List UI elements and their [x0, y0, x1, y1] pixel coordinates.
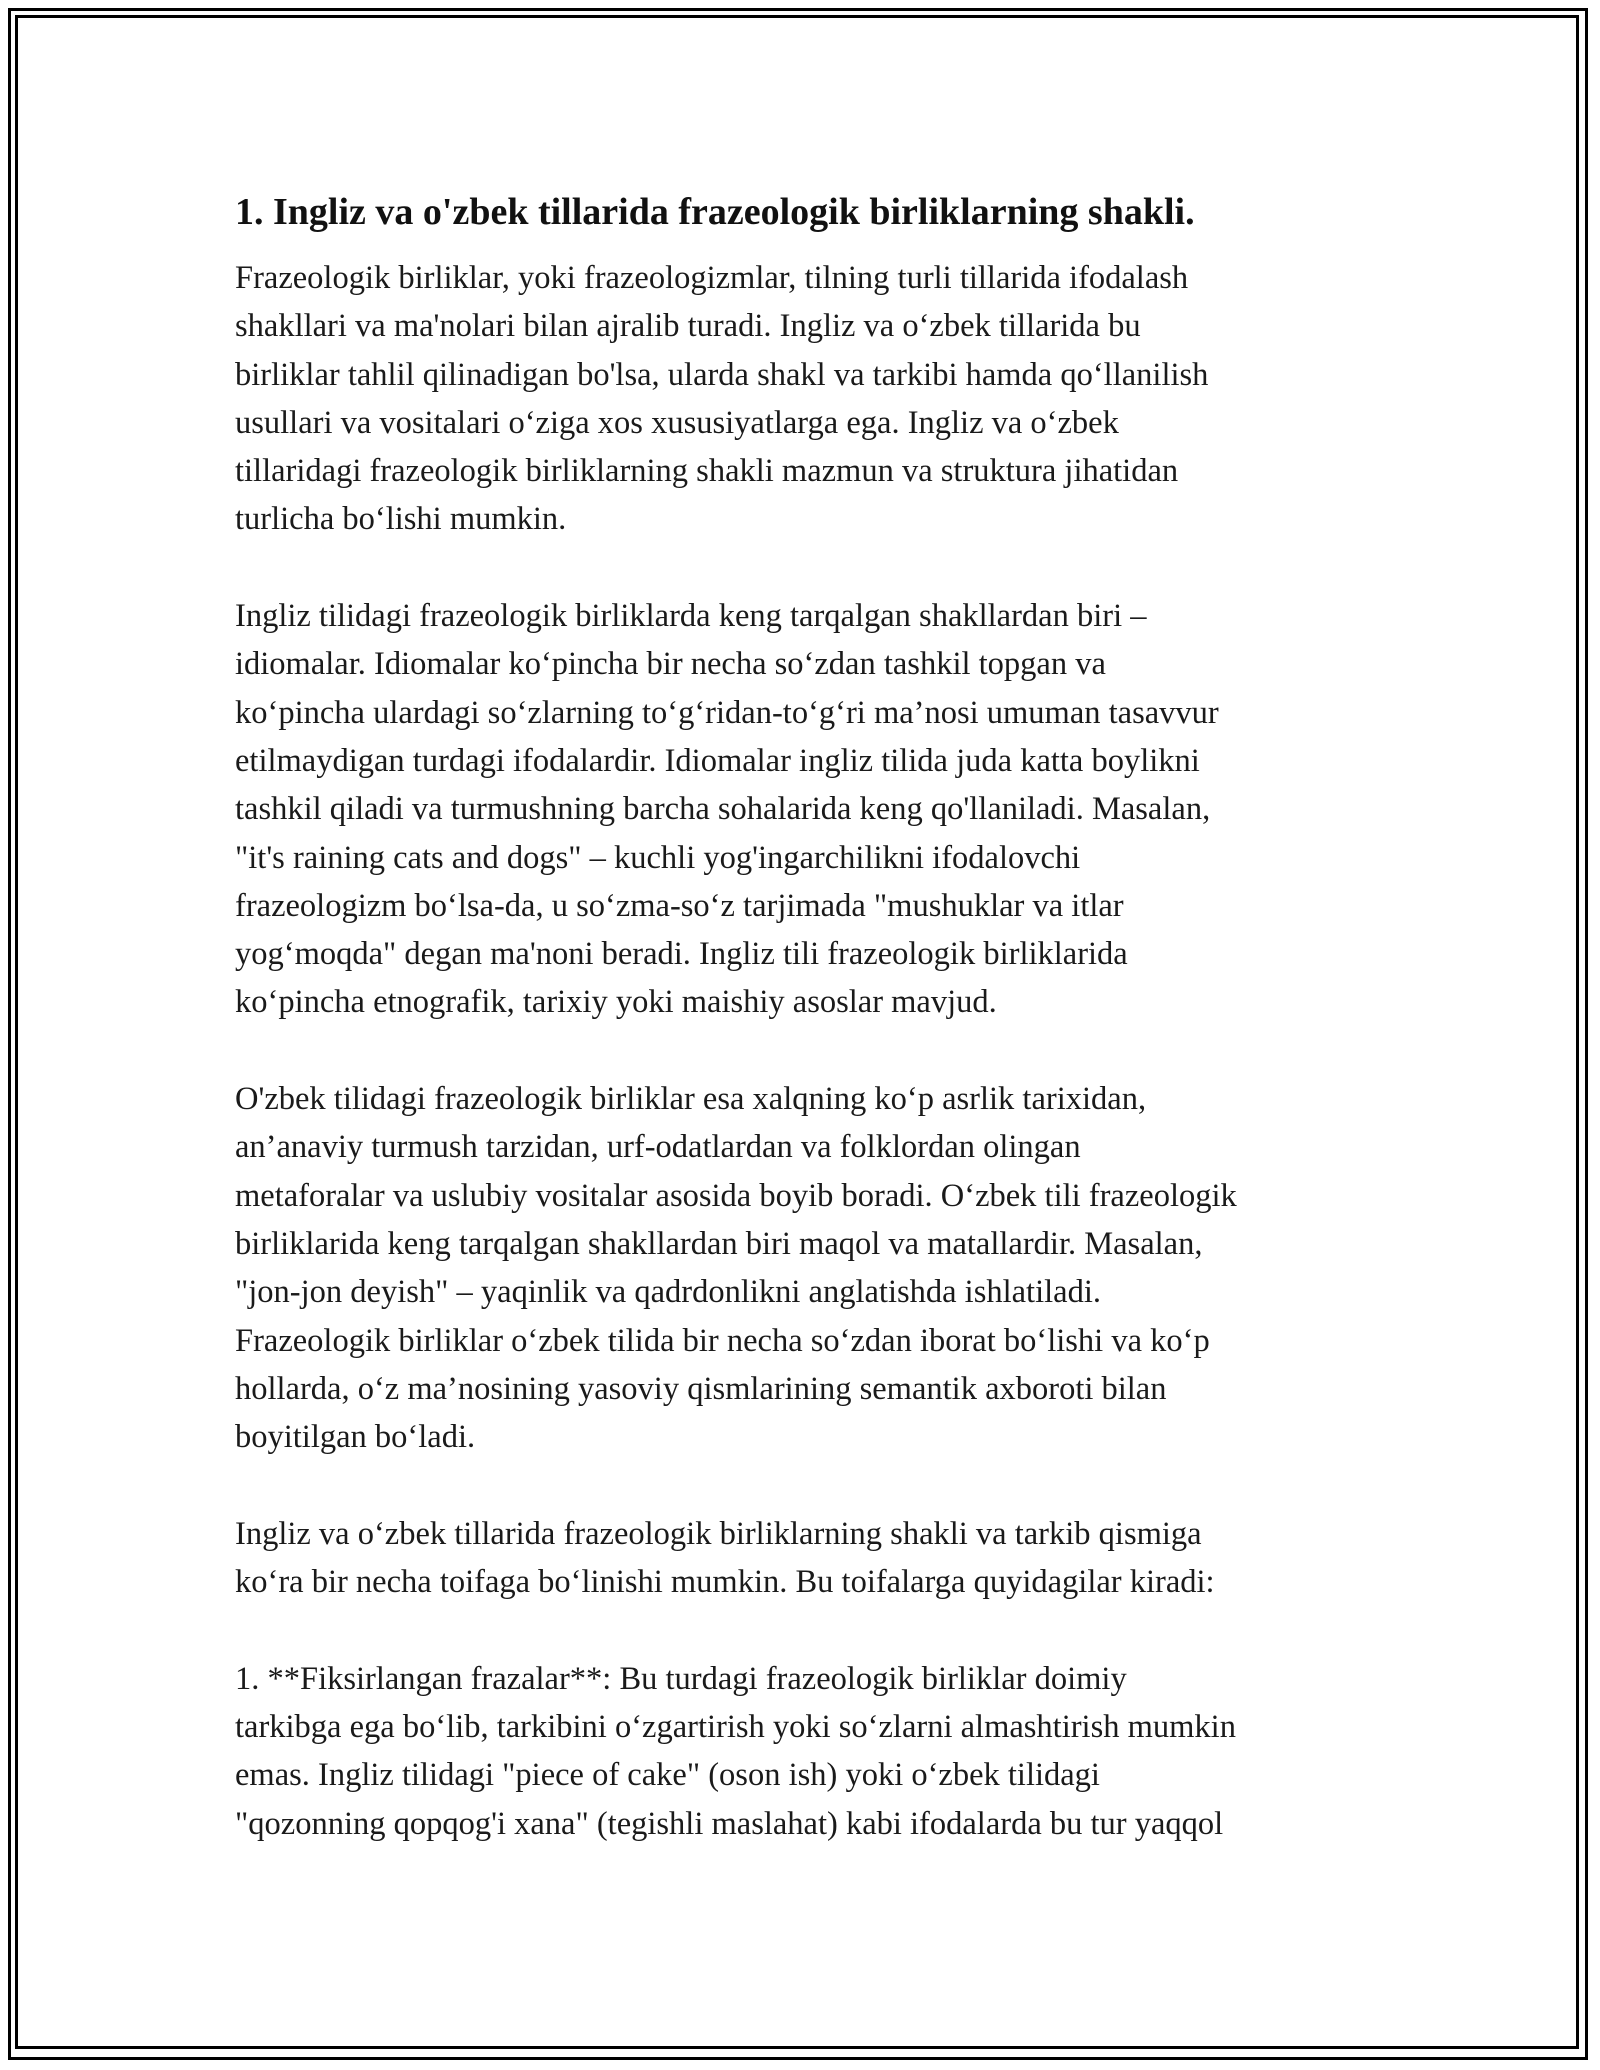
- text-line: O'zbek tilidagi frazeologik birliklar esa xalqning ko‘p asrlik tarixidan,: [235, 1081, 1147, 1118]
- document-title: 1. Ingliz va o'zbek tillarida frazeologik birliklarning shakli.: [235, 191, 1195, 233]
- text-line: birliklar tahlil qilinadigan bo'lsa, ularda shakl va tarkibi hamda qo‘llanilish: [235, 356, 1209, 393]
- text-line: emas. Ingliz tilidagi "piece of cake" (oson ish) yoki o‘zbek tilidagi: [235, 1757, 1100, 1794]
- text-line: tashkil qiladi va turmushning barcha sohalarida keng qo'llaniladi. Masalan,: [235, 791, 1211, 828]
- text-line: turlicha bo‘lishi mumkin.: [235, 501, 567, 538]
- paragraph: [235, 254, 1375, 544]
- paragraph: [235, 1075, 1375, 1461]
- text-line: yog‘moqda" degan ma'noni beradi. Ingliz tili frazeologik birliklarida: [235, 936, 1128, 973]
- paragraph: [235, 1510, 1375, 1607]
- text-line: birliklarida keng tarqalgan shakllardan biri maqol va matallardir. Masalan,: [235, 1225, 1203, 1262]
- text-line: Ingliz va o‘zbek tillarida frazeologik birliklarning shakli va tarkib qismiga: [235, 1515, 1202, 1552]
- text-line: tillaridagi frazeologik birliklarning shakli mazmun va struktura jihatidan: [235, 453, 1179, 490]
- text-line: frazeologizm bo‘lsa-da, u so‘zma-so‘z tarjimada "mushuklar va itlar: [235, 887, 1124, 924]
- paragraph: [235, 592, 1375, 1027]
- text-line: an’anaviy turmush tarzidan, urf-odatlardan va folklordan olingan: [235, 1129, 1081, 1166]
- text-line: usullari va vositalari o‘ziga xos xususiyatlarga ega. Ingliz va o‘zbek: [235, 404, 1119, 441]
- document-body: [235, 188, 1375, 1896]
- text-line: "it's raining cats and dogs" – kuchli yog'ingarchilikni ifodalovchi: [235, 839, 1081, 876]
- text-line: idiomalar. Idiomalar ko‘pincha bir necha so‘zdan tashkil topgan va: [235, 646, 1106, 683]
- text-line: Ingliz tilidagi frazeologik birliklarda keng tarqalgan shakllardan biri –: [235, 598, 1147, 635]
- text-line: Frazeologik birliklar o‘zbek tilida bir necha so‘zdan iborat bo‘lishi va ko‘p: [235, 1322, 1210, 1359]
- text-line: Frazeologik birliklar, yoki frazeologizmlar, tilning turli tillarida ifodalash: [235, 260, 1189, 296]
- text-line: metaforalar va uslubiy vositalar asosida boyib boradi. O‘zbek tili frazeologik: [235, 1177, 1237, 1214]
- text-line: hollarda, o‘z ma’nosining yasoviy qismlarining semantik axboroti bilan: [235, 1370, 1167, 1407]
- text-line: ko‘ra bir necha toifaga bo‘linishi mumkin. Bu toifalarga quyidagilar kiradi:: [235, 1564, 1215, 1601]
- text-line: tarkibga ega bo‘lib, tarkibini o‘zgartirish yoki so‘zlarni almashtirish mumkin: [235, 1708, 1236, 1745]
- text-line: "jon-jon deyish" – yaqinlik va qadrdonlikni anglatishda ishlatiladi.: [235, 1274, 1101, 1311]
- text-line: ko‘pincha etnografik, tarixiy yoki maishiy asoslar mavjud.: [235, 984, 997, 1021]
- text-line: etilmaydigan turdagi ifodalardir. Idiomalar ingliz tilida juda katta boylikni: [235, 742, 1200, 779]
- text-line: ko‘pincha ulardagi so‘zlarning to‘g‘ridan-to‘g‘ri ma’nosi umuman tasavvur: [235, 694, 1219, 731]
- text-line: boyitilgan bo‘ladi.: [235, 1419, 476, 1456]
- text-line: shakllari va ma'nolari bilan ajralib turadi. Ingliz va o‘zbek tillarida bu: [235, 308, 1141, 345]
- paragraph: [235, 1655, 1375, 1848]
- text-line: 1. **Fiksirlangan frazalar**: Bu turdagi frazeologik birliklar doimiy: [235, 1660, 1127, 1697]
- text-line: "qozonning qopqog'i xana" (tegishli maslahat) kabi ifodalarda bu tur yaqqol: [235, 1805, 1224, 1842]
